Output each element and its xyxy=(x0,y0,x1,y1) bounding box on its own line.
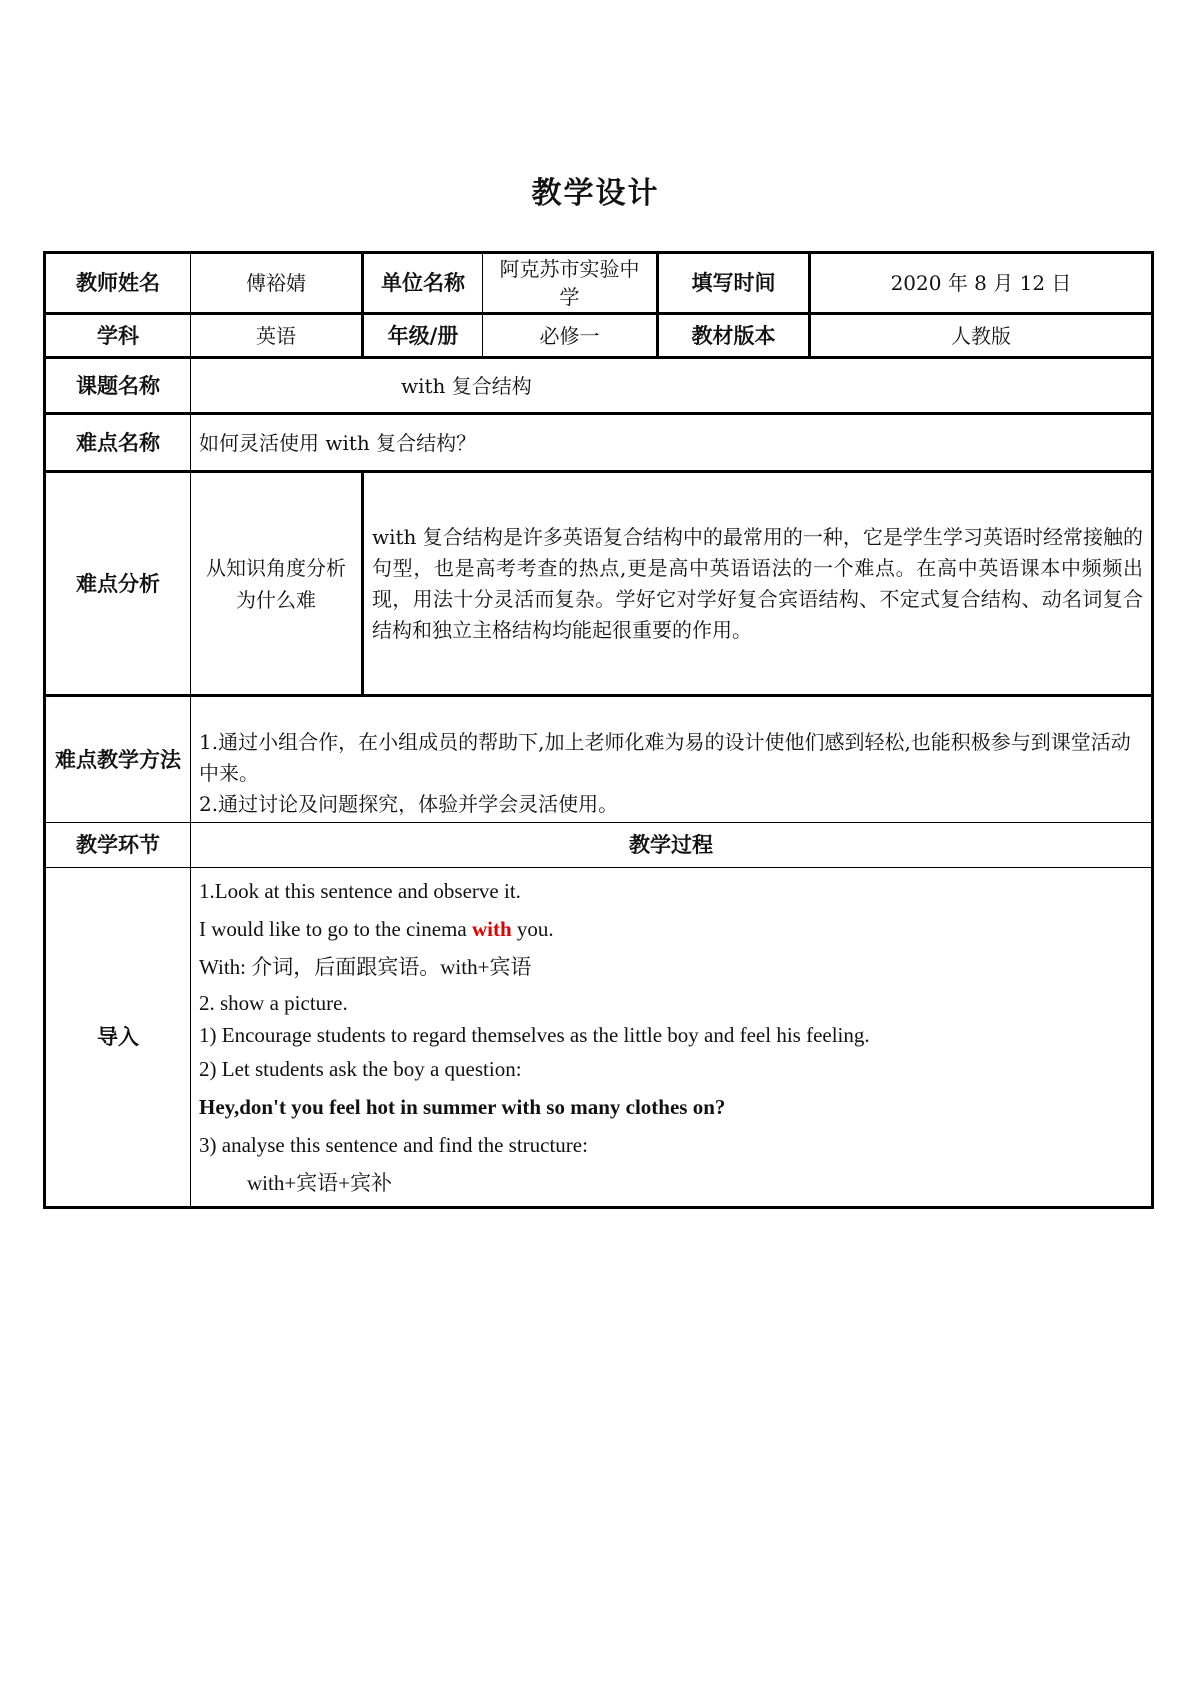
row-teacher-info xyxy=(45,253,1153,314)
row-method xyxy=(45,696,1153,823)
method-text xyxy=(191,696,1153,823)
row-intro xyxy=(45,868,1153,1208)
stage-header: 教学环节 xyxy=(45,823,191,868)
highlight-with: with xyxy=(471,917,512,941)
intro-stage: 导入 xyxy=(45,868,191,1208)
subject-label: 学科 xyxy=(45,314,191,358)
intro-line-1: 1.Look at this sentence and observe it. xyxy=(199,879,521,903)
topic-label: 课题名称 xyxy=(45,358,191,414)
grade-label: 年级/册 xyxy=(363,314,483,358)
method-line-1: 1.通过小组合作，在小组成员的帮助下,加上老师化难为易的设计使他们感到轻松,也能积极参与到课堂活动中来。 xyxy=(199,730,1131,785)
difficulty-value: 如何灵活使用 with 复合结构？ xyxy=(191,414,1153,472)
teacher-value: 傅裕婧 xyxy=(191,253,363,314)
intro-line-5: 1) Encourage students to regard themselves as the little boy and feel his feeling. xyxy=(199,1023,870,1047)
intro-content xyxy=(191,868,1153,1208)
lesson-design-table xyxy=(43,251,1154,1209)
textbook-label: 教材版本 xyxy=(658,314,810,358)
intro-line-4: 2. show a picture. xyxy=(199,991,348,1015)
intro-line-8: 3) analyse this sentence and find the structure: xyxy=(199,1133,588,1157)
intro-line-7: Hey,don't you feel hot in summer with so many clothes on? xyxy=(199,1095,726,1119)
intro-line-9: with+宾语+宾补 xyxy=(247,1171,393,1195)
intro-line-6: 2) Let students ask the boy a question: xyxy=(199,1057,522,1081)
page-title: 教学设计 xyxy=(531,176,660,211)
row-topic xyxy=(45,358,1153,414)
difficulty-label: 难点名称 xyxy=(45,414,191,472)
row-analysis xyxy=(45,472,1153,696)
row-difficulty xyxy=(45,414,1153,472)
date-value: 2020 年 8 月 12 日 xyxy=(810,253,1153,314)
intro-line-2-part-a: I would like to go to the cinema xyxy=(199,917,472,941)
analysis-sub-label: 从知识角度分析为什么难 xyxy=(191,472,363,696)
intro-line-3: With: 介词，后面跟宾语。with+宾语 xyxy=(199,955,532,979)
intro-line-2-part-b: you. xyxy=(511,917,554,941)
analysis-label: 难点分析 xyxy=(45,472,191,696)
subject-value: 英语 xyxy=(191,314,363,358)
process-header: 教学过程 xyxy=(191,823,1153,868)
unit-label: 单位名称 xyxy=(363,253,483,314)
row-subject-info xyxy=(45,314,1153,358)
method-line-2: 2.通过讨论及问题探究，体验并学会灵活使用。 xyxy=(199,792,619,816)
analysis-text: with 复合结构是许多英语复合结构中的最常用的一种，它是学生学习英语时经常接触的句型，也是高考考查的热点,更是高中英语语法的一个难点。在高中英语课本中频频出现，用法十分灵活而复杂。学好它对学好复合宾语结构、不定式复合结构、动名词复合结构和独立主格结构均能起很重要的作用。 xyxy=(363,472,1153,696)
unit-value: 阿克苏市实验中学 xyxy=(483,253,658,314)
teacher-label: 教师姓名 xyxy=(45,253,191,314)
date-label: 填写时间 xyxy=(658,253,810,314)
intro-line-2 xyxy=(199,910,1143,948)
grade-value: 必修一 xyxy=(483,314,658,358)
topic-value: with 复合结构 xyxy=(191,358,1153,414)
method-label: 难点教学方法 xyxy=(45,696,191,823)
row-process-header xyxy=(45,823,1153,868)
textbook-value: 人教版 xyxy=(810,314,1153,358)
